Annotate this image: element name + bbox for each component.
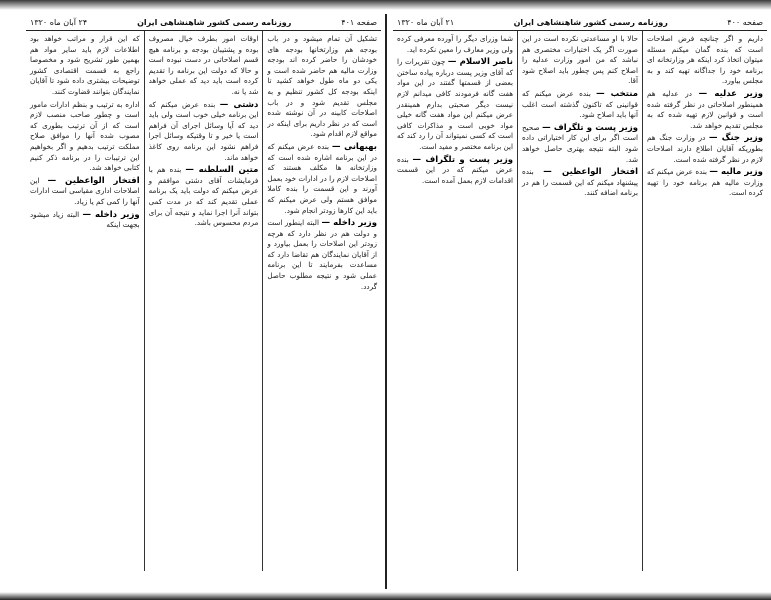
paragraph bbox=[267, 142, 377, 216]
paragraph-text: این اصلاحات اداری مقیاسی است ادارات آنها را کمی کم یا زیاد. bbox=[29, 175, 140, 206]
paragraph-text: چون تقریرات را که آقای وزیر پست درباره پیاده ساختن بعضی از قسمتها گفتند در این مواد هفت گانه فرمودند کافی میدانم لازم نیست دیگر صحبتی بدارم همینقدر عرض میکنم این مواد هفت گانه خیلی مواد خوبی است و مذاکرات کافی است که کسی نمیتواند آن را رد کند که این برنامه مختصر و مفید است. bbox=[397, 57, 513, 151]
paragraph bbox=[149, 100, 259, 164]
text-column bbox=[26, 31, 144, 571]
newspaper-title: روزنامه رسمی کشور شاهنشاهی ایران bbox=[137, 17, 292, 27]
paragraph-text: تشکیل آن تمام میشود و در باب بودجه هم وزارتخانها بودجه های خودشان را حاضر کرده اند بودجه وزارت مالیه هم حاضر شده است و یکی دو ماه طول خواهد کشید تا اینکه بودجه کل کشور تنظیم و به مجلس تقدیم شود و در باب اصلاحات کابینه در آن نوشته شده است که در نظر داریم برای اینکه در مواقع لازم اقدام شود. bbox=[267, 34, 377, 139]
paragraph bbox=[522, 89, 638, 121]
speaker-heading: متین السلطنه — bbox=[185, 165, 259, 176]
speaker-heading: وزیر پست و تلگراف — bbox=[542, 122, 638, 133]
text-column bbox=[262, 31, 381, 571]
speaker-heading: وزیر مالیه — bbox=[709, 167, 763, 178]
paragraph bbox=[522, 167, 638, 199]
speaker-heading: وزیر عدلیه — bbox=[698, 88, 763, 99]
speaker-heading: وزیر پست و تلگراف — bbox=[412, 154, 513, 165]
paragraph-text: بنده پیشنهاد میکنم که این قسمت را هم در برنامه اضافه کنند. bbox=[522, 167, 638, 198]
issue-date: ۲۴ آبان ماه ۱۳۲۰ bbox=[30, 17, 88, 27]
paragraph bbox=[149, 165, 259, 229]
speaker-heading: ناصر الاسلام — bbox=[447, 57, 513, 68]
paragraph-text: بنده عرض میکنم که در این برنامه اشاره شده است که وزارتخانه ها مکلف هستند که اصلاحات لازم را در ادارات خود بعمل آورند و این قسمت را بنده کاملا موافق هستم ولی عرض میکنم که باید این کارها زودتر انجام شود. bbox=[267, 141, 377, 215]
speaker-heading: وزیر داخله — bbox=[82, 209, 140, 220]
paragraph-text: حالا با او مساعدتی نکرده است در این صورت اگر یک اختیارات مختصری هم نباشد که من امور وزارت عدلیه را اصلاح کنم پس چطور باید اصلاح شود آقا. bbox=[522, 34, 638, 86]
speaker-heading: منتخب — bbox=[596, 88, 638, 99]
paragraph bbox=[647, 167, 763, 199]
paragraph-text: در وزارت جنگ هم بطوریکه آقایان اطلاع دارند اصلاحات لازم در نظر گرفته شده است. bbox=[647, 133, 763, 164]
paragraph-text: بنده عرض میکنم که قوانینی که تاکنون گذشته است اغلب آنها باید اصلاح شود. bbox=[522, 88, 638, 120]
issue-date: ۲۱ آبان ماه ۱۳۲۰ bbox=[397, 17, 455, 27]
paragraph-text: شما وزرای دیگر را آورده معرفی کرده ولی وزیر معارف را معین نکرده اید. bbox=[397, 34, 513, 54]
paragraph bbox=[522, 123, 638, 165]
paragraph-text: بنده عرض میکنم که در این قسمت اقدامات لازم بعمل آمده است. bbox=[397, 154, 513, 185]
page-left bbox=[0, 14, 385, 589]
paragraph bbox=[30, 34, 140, 98]
scan-edge-top bbox=[0, 0, 771, 10]
speaker-heading: افتخار الواعظین — bbox=[47, 175, 140, 186]
speaker-heading: وزیر داخله — bbox=[321, 218, 377, 229]
paragraph bbox=[30, 100, 140, 174]
newspaper-title: روزنامه رسمی کشور شاهنشاهی ایران bbox=[513, 17, 668, 27]
paragraph bbox=[397, 57, 513, 152]
page-number: صفحه ۴۰۰ bbox=[727, 17, 763, 27]
paragraph bbox=[149, 34, 259, 98]
text-column bbox=[144, 31, 263, 571]
speaker-heading: وزیر جنگ — bbox=[708, 133, 763, 144]
page-number: صفحه ۴۰۱ bbox=[341, 17, 377, 27]
paragraph bbox=[267, 34, 377, 140]
page-right bbox=[385, 14, 771, 589]
paragraph-text: بنده هم با فرمایشات آقای دشتی موافقم و عرض میکنم که دولت باید یک برنامه عملی تقدیم کند که در مدت کمی بتواند آنرا اجرا نماید و نتیجه آن برای مردم محسوس باشد. bbox=[148, 165, 259, 228]
newspaper-spread bbox=[0, 14, 771, 589]
paragraph-text: بنده عرض میکنم که این برنامه خیلی خوب است ولی باید دید که آیا وسائل اجرای آن فراهم است یا خیر و تا وقتیکه وسائل اجرا فراهم نشود این برنامه روی کاغذ خواهد ماند. bbox=[148, 99, 259, 162]
paragraph bbox=[397, 155, 513, 187]
paragraph-text: اداره به ترتیب و بنظم ادارات مامور است و چطور صاحب منصب لازم است که از آن ترتیب بطوری که مصوب شده آنها را موافق صلاح مملکت ترتیب بدهیم و اگر بخواهیم این ترتیبات را در برنامه ذکر کنیم کتابی خواهد شد. bbox=[29, 99, 140, 173]
paragraph-text: که این قرار و مراتب خواهد بود اطلاعات لازم باید سایر مواد هم بهمین طور تشریح شود و مخصوصا راجع به قسمت اقتصادی کشور توضیحات بیشتری داده شود تا آقایان نمایندگان بتوانند قضاوت کنند. bbox=[29, 34, 140, 96]
scan-edge-bottom bbox=[0, 592, 771, 600]
paragraph-text: صحیح است اگر برای این کار اختیاراتی داده شود البته نتیجه بهتری حاصل خواهد شد. bbox=[522, 122, 638, 164]
page-header bbox=[393, 14, 767, 31]
paragraph-text: داریم و اگر چنانچه فرض اصلاحات است که بنده گمان میکنم مسئله میتوان اتخاذ کرد اینکه هر وزارتخانه ای برنامه خود را جداگانه تهیه کند و به مجلس بیاورد. bbox=[647, 34, 763, 86]
paragraph bbox=[647, 34, 763, 87]
speaker-heading: بهبهانی — bbox=[332, 141, 377, 152]
paragraph bbox=[30, 176, 140, 208]
paragraph bbox=[30, 210, 140, 231]
paragraph-text: البته اینطور است و دولت هم در نظر دارد که هرچه زودتر این اصلاحات را بعمل بیاورد و از آقایان نمایندگان هم تقاضا دارد که مساعدت بفرمایند تا این برنامه عملی شود و نتیجه مطلوب حاصل گردد. bbox=[267, 218, 377, 291]
speaker-heading: دشتی — bbox=[219, 99, 259, 110]
paragraph-text: بنده عرض میکنم که وزارت مالیه هم برنامه خود را تهیه کرده است. bbox=[647, 167, 763, 198]
paragraph bbox=[647, 89, 763, 131]
paragraph bbox=[267, 218, 377, 292]
paragraph bbox=[522, 34, 638, 87]
paragraph bbox=[647, 133, 763, 165]
speaker-heading: افتخار الواعظین — bbox=[543, 167, 638, 178]
paragraph bbox=[397, 34, 513, 55]
text-column bbox=[393, 31, 517, 571]
text-column bbox=[517, 31, 642, 571]
text-column bbox=[642, 31, 767, 571]
paragraph-text: در عدلیه هم همینطور اصلاحاتی در نظر گرفته شده است و قوانین لازم تهیه شده که به مجلس تقدیم خواهد شد. bbox=[647, 88, 763, 130]
page-header bbox=[26, 14, 381, 31]
paragraph-text: البته زیاد میشود بجهت اینکه bbox=[29, 209, 140, 230]
paragraph-text: اوقات امور بطرف خیال مصروف بوده و پشتیبان بودجه و برنامه هیچ قسم اصلاحاتی در دست نبوده است و حالا که دولت این برنامه را تقدیم کرده است باید دید که عملی خواهد شد یا نه. bbox=[148, 34, 259, 96]
